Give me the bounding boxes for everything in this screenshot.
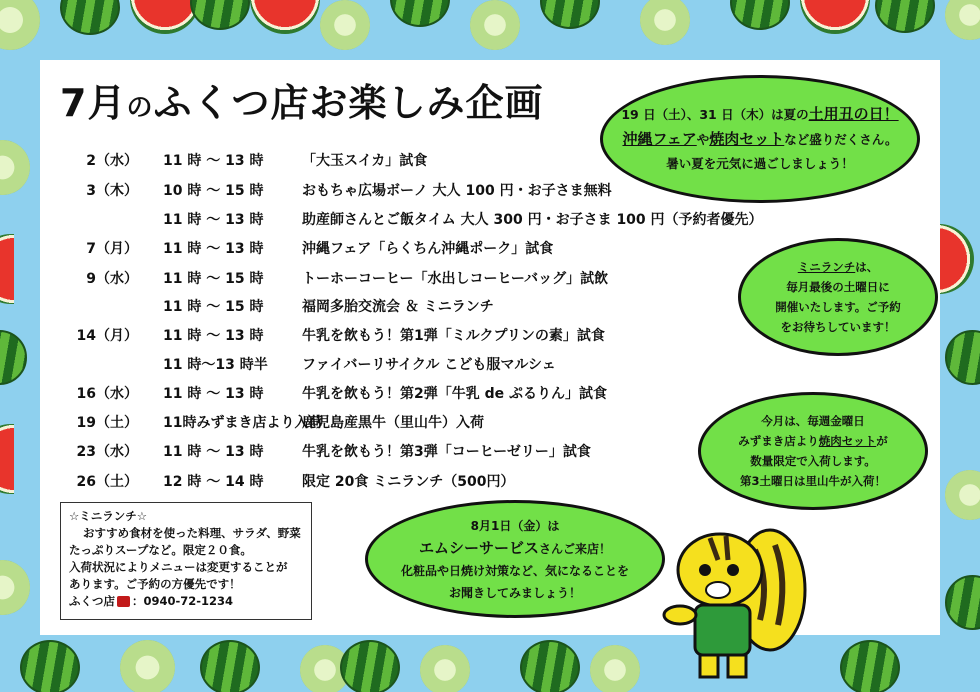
schedule-time: 11時みずまき店より入荷: [163, 415, 323, 431]
bubble-doyo-ushi: 19 日（土）、31 日（木）は夏の土用丑の日！ 沖縄フェアや焼肉セットなど盛りだくさん。 暑い夏を元気に過ごしましょう！: [600, 75, 920, 203]
schedule-time: 11 時 ～ 13 時: [163, 328, 264, 344]
schedule-date: 14（月）: [76, 328, 138, 344]
schedule-time: 11 時 ～ 13 時: [163, 153, 264, 169]
schedule-date: 3（木）: [86, 183, 138, 199]
schedule-date: 19（土）: [76, 415, 138, 431]
schedule-time: 10 時 ～ 15 時: [163, 183, 264, 199]
schedule-event: 助産師さんとご飯タイム 大人 300 円・お子さま 100 円（予約者優先）: [302, 212, 763, 228]
schedule-time: 11 時 ～ 15 時: [163, 299, 264, 315]
schedule-event: 限定 20食 ミニランチ（500円）: [302, 474, 515, 490]
schedule-date: 7（月）: [86, 241, 138, 257]
schedule-event: ファイバーリサイクル こども服マルシェ: [302, 357, 556, 373]
bubble-mini-lunch: ミニランチは、 毎月最後の土曜日に 開催いたします。ご予約 をお待ちしています！: [738, 238, 938, 356]
schedule-time: 11 時～13 時半: [163, 357, 268, 373]
schedule-event: 牛乳を飲もう！第3弾「コーヒーゼリー」試食: [302, 444, 591, 460]
bubble-yakiniku: 今月は、毎週金曜日 みずまき店より焼肉セットが 数量限定で入荷します。 第3土曜日は里山牛が入荷！: [698, 392, 928, 510]
schedule-time: 11 時 ～ 13 時: [163, 212, 264, 228]
schedule-event: 福岡多胎交流会 ＆ ミニランチ: [302, 299, 494, 315]
schedule-date: 26（土）: [76, 474, 138, 490]
note-line: たっぷりスープなど。限定２０食。: [69, 543, 252, 557]
schedule-event: 牛乳を飲もう！第2弾「牛乳 de ぷるりん」試食: [302, 386, 608, 402]
schedule-event: トーホーコーヒー「水出しコーヒーバッグ」試飲: [302, 271, 609, 287]
schedule-time: 11 時 ～ 13 時: [163, 444, 264, 460]
schedule-event: 鹿児島産黒牛（里山牛）入荷: [302, 415, 484, 431]
schedule-date: 2（水）: [86, 153, 138, 169]
mini-lunch-note: [60, 502, 312, 620]
schedule-date: 9（水）: [86, 271, 138, 287]
note-line: 入荷状況によりメニューは変更することが: [69, 560, 288, 574]
note-line: あります。ご予約の方優先です！: [69, 577, 241, 591]
schedule-date: 16（水）: [76, 386, 138, 402]
squirrel-mascot-icon: [660, 520, 810, 685]
note-heading: ☆ミニランチ☆: [69, 509, 148, 523]
schedule-event: おもちゃ広場ボーノ 大人 100 円・お子さま無料: [302, 183, 612, 199]
schedule-time: 12 時 ～ 14 時: [163, 474, 264, 490]
schedule-time: 11 時 ～ 13 時: [163, 241, 264, 257]
page-title: 7月のふくつ店お楽しみ企画: [60, 81, 544, 125]
phone-icon: [117, 596, 130, 607]
schedule-event: 沖縄フェア「らくちん沖縄ポーク」試食: [302, 241, 554, 257]
schedule-time: 11 時 ～ 15 時: [163, 271, 264, 287]
note-contact: ふくつ店 ：0940-72-1234: [69, 594, 234, 608]
bubble-mc-service: 8月1日（金）は エムシーサービスさんご来店！ 化粧品や日焼け対策など、気になることを お聞きしてみましょう！: [365, 500, 665, 618]
schedule-date: 23（水）: [76, 444, 138, 460]
schedule-event: 「大玉スイカ」試食: [302, 153, 428, 169]
schedule-event: 牛乳を飲もう！第1弾「ミルクプリンの素」試食: [302, 328, 605, 344]
schedule-time: 11 時 ～ 13 時: [163, 386, 264, 402]
note-line: おすすめ食材を使った料理、サラダ、野菜: [83, 526, 301, 540]
